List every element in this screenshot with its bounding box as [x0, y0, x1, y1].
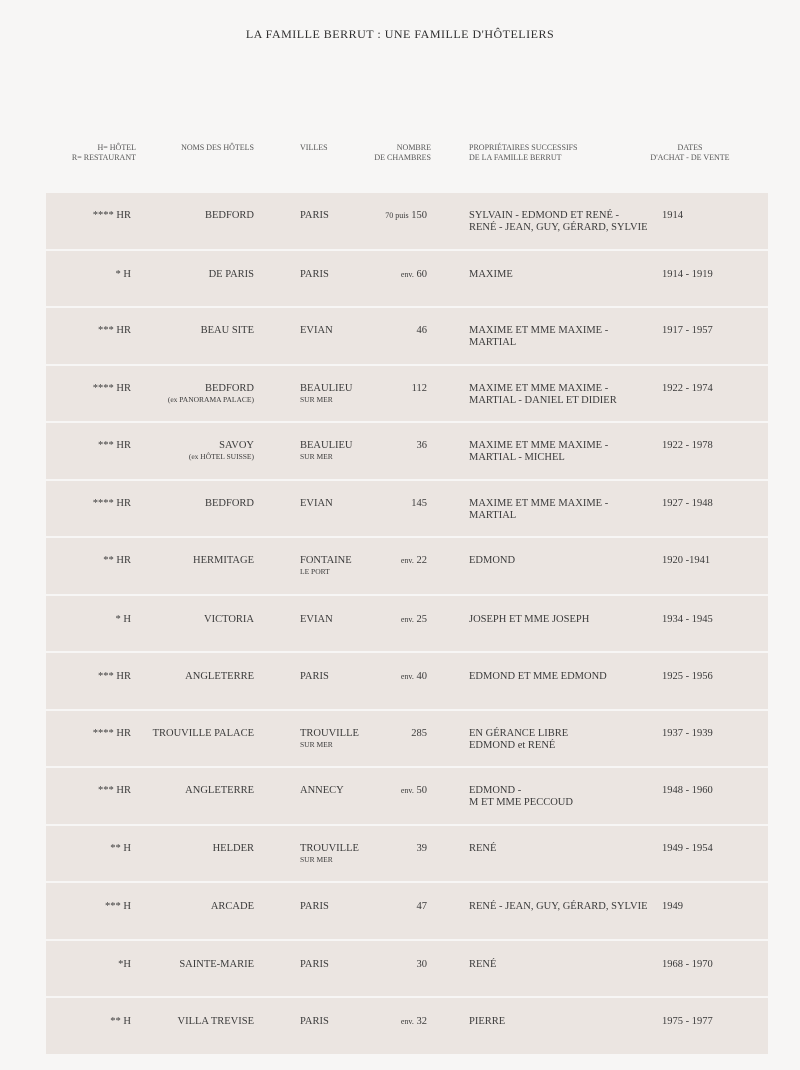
hotel-category: *** HR [98, 785, 131, 796]
hotel-name: ARCADE [210, 901, 254, 912]
header-dates-line1: DATES [677, 143, 703, 152]
hotel-category: *H [118, 958, 131, 970]
city-cell [300, 1016, 329, 1028]
dates-cell: 1917 - 1957 [662, 325, 713, 336]
rooms-count: 36 [416, 440, 427, 451]
rooms-cell [417, 901, 428, 913]
rooms-count: 22 [416, 555, 427, 566]
table-row [46, 596, 768, 652]
hotel-category: *** H [105, 901, 131, 912]
hotel-name: DE PARIS [208, 268, 254, 280]
dates-cell: 1925 - 1956 [662, 671, 713, 682]
city-cell [300, 269, 329, 281]
hotel-name-cell [213, 843, 254, 855]
owner-line: MARTIAL [469, 337, 517, 348]
header-hotel-name: NOMS DES HÔTELS [181, 143, 254, 152]
owner-line: PIERRE [469, 1016, 506, 1027]
hotel-name: HERMITAGE [193, 555, 254, 566]
rooms-prefix: 70 puis [385, 211, 409, 220]
city-name: EVIAN [300, 325, 333, 336]
rooms-cell [401, 614, 427, 626]
rooms-prefix: env. [400, 786, 414, 795]
rooms-cell [401, 1016, 427, 1028]
header-owners [469, 143, 578, 163]
table-row [46, 941, 768, 997]
hotel-category: **** HR [92, 210, 131, 221]
hotel-name-cell [209, 269, 254, 281]
hotel-name-cell [177, 1016, 254, 1028]
hotel-name: HELDER [212, 842, 254, 854]
header-rooms-line2: DE CHAMBRES [374, 153, 431, 162]
hotel-name-cell [205, 498, 254, 510]
hotel-name-cell [153, 728, 254, 740]
hotel-name: BEDFORD [204, 382, 254, 394]
hotel-name-cell [189, 440, 254, 462]
table-row [46, 366, 768, 422]
hotel-category: * H [115, 268, 131, 280]
owner-line: MAXIME ET MME MAXIME - [469, 497, 609, 509]
table-row [46, 423, 768, 479]
dates-cell: 1948 - 1960 [662, 785, 713, 796]
city-cell [300, 671, 329, 683]
header-dates [640, 143, 740, 163]
hotel-category: ** HR [103, 555, 131, 566]
rooms-cell [417, 440, 428, 452]
hotel-name-cell [204, 614, 254, 626]
table-row [46, 251, 768, 307]
header-city: VILLES [300, 143, 328, 152]
owner-line: RENÉ - JEAN, GUY, GÉRARD, SYLVIE [469, 901, 648, 912]
rooms-cell [401, 671, 427, 683]
rooms-prefix: env. [400, 614, 414, 624]
owners-cell [469, 785, 664, 809]
hotel-name: VILLA TREVISE [177, 1016, 254, 1027]
table-row [46, 308, 768, 364]
rooms-prefix: env. [400, 1017, 414, 1026]
rooms-cell [401, 555, 427, 567]
table-row [46, 538, 768, 594]
rooms-cell [412, 383, 427, 395]
hotel-name: BEDFORD [204, 210, 254, 221]
owner-line: MARTIAL - MICHEL [469, 452, 565, 463]
city-suffix: SUR MER [300, 452, 333, 461]
owners-cell [469, 210, 664, 234]
hotel-name: BEAU SITE [200, 325, 254, 336]
hotel-name: VICTORIA [204, 613, 254, 625]
city-cell [300, 498, 333, 510]
rooms-count: 47 [416, 901, 427, 912]
table-row [46, 193, 768, 249]
dates-cell: 1968 - 1970 [662, 958, 713, 970]
header-hotel-type-line2: R= RESTAURANT [71, 153, 136, 162]
city-cell [300, 843, 359, 865]
owners-cell [469, 498, 664, 522]
hotel-category: ** H [110, 1016, 131, 1027]
rooms-count: 112 [411, 382, 427, 394]
rooms-cell [417, 959, 428, 971]
owner-line: MAXIME [469, 268, 513, 280]
rooms-cell [417, 325, 428, 337]
city-cell [300, 959, 329, 971]
owner-line: MAXIME ET MME MAXIME - [469, 440, 609, 451]
rooms-prefix: env. [400, 672, 414, 681]
rooms-cell [411, 728, 427, 740]
city-cell [300, 555, 352, 577]
owners-cell [469, 843, 664, 855]
city-suffix: SUR MER [300, 739, 333, 749]
hotel-name-cell [179, 959, 254, 971]
table-row [46, 481, 768, 537]
owner-line: MAXIME ET MME MAXIME - [469, 382, 609, 394]
owner-line: MAXIME ET MME MAXIME - [469, 325, 609, 336]
dates-cell: 1934 - 1945 [662, 613, 713, 625]
hotel-category: *** HR [98, 671, 131, 682]
dates-cell: 1914 [662, 210, 683, 221]
owner-line: RENÉ [469, 958, 497, 970]
header-hotel-type [56, 143, 136, 163]
owners-cell [469, 555, 664, 567]
owner-line: EDMOND - [469, 785, 522, 796]
owners-cell [469, 671, 664, 683]
dates-cell: 1949 [662, 901, 683, 912]
rooms-count: 32 [416, 1016, 427, 1027]
city-cell [300, 383, 353, 405]
city-cell [300, 901, 329, 913]
header-rooms [350, 143, 431, 163]
header-dates-line2: D'ACHAT - DE VENTE [650, 153, 730, 162]
rooms-count: 30 [416, 958, 427, 970]
city-name: BEAULIEU [300, 440, 353, 451]
city-name: PARIS [300, 958, 329, 970]
header-owners-line2: DE LA FAMILLE BERRUT [469, 153, 562, 162]
city-name: ANNECY [300, 785, 344, 796]
city-name: EVIAN [300, 497, 333, 509]
city-cell [300, 614, 333, 626]
city-name: FONTAINE [300, 555, 352, 566]
hotel-table [46, 193, 768, 1054]
rooms-count: 150 [411, 210, 427, 221]
dates-cell: 1975 - 1977 [662, 1016, 713, 1027]
rooms-cell [385, 210, 427, 222]
dates-cell: 1922 - 1978 [662, 440, 713, 451]
owner-line: EDMOND et RENÉ [469, 739, 556, 751]
owner-line: SYLVAIN - EDMOND ET RENÉ - [469, 210, 620, 221]
table-row [46, 998, 768, 1054]
hotel-name-cell [205, 210, 254, 222]
owner-line: MARTIAL - DANIEL ET DIDIER [469, 394, 617, 406]
city-name: PARIS [300, 268, 329, 280]
owners-cell [469, 1016, 664, 1028]
city-suffix: SUR MER [300, 394, 333, 404]
city-cell [300, 325, 333, 337]
owners-cell [469, 383, 664, 407]
city-suffix: LE PORT [300, 567, 330, 576]
rooms-count: 60 [416, 268, 427, 280]
owner-line: MARTIAL [469, 509, 517, 521]
table-row [46, 768, 768, 824]
rooms-cell [401, 785, 427, 797]
dates-cell: 1922 - 1974 [662, 382, 713, 394]
city-suffix: SUR MER [300, 854, 333, 864]
owner-line: EDMOND ET MME EDMOND [469, 671, 607, 682]
dates-cell: 1949 - 1954 [662, 842, 713, 854]
rooms-cell [411, 498, 427, 510]
hotel-name: ANGLETERRE [185, 785, 254, 796]
city-cell [300, 785, 344, 797]
dates-cell: 1920 -1941 [662, 555, 711, 566]
dates-cell: 1914 - 1919 [662, 268, 713, 280]
hotel-name: SAVOY [219, 440, 254, 451]
header-hotel-type-line1: H= HÔTEL [97, 143, 136, 152]
owner-line: EN GÉRANCE LIBRE [469, 727, 569, 739]
rooms-count: 39 [416, 842, 427, 854]
rooms-count: 145 [411, 497, 427, 509]
rooms-count: 50 [416, 785, 427, 796]
table-row [46, 711, 768, 767]
hotel-name-cell [168, 383, 254, 405]
hotel-category: *** HR [98, 325, 131, 336]
hotel-name: ANGLETERRE [185, 671, 254, 682]
owners-cell [469, 440, 664, 464]
hotel-former-name: (ex HÔTEL SUISSE) [188, 452, 254, 461]
hotel-category: ** H [110, 842, 131, 854]
header-rooms-line1: NOMBRE [396, 143, 431, 152]
dates-cell: 1927 - 1948 [662, 497, 713, 509]
rooms-cell [401, 269, 427, 281]
city-name: PARIS [300, 210, 329, 221]
hotel-category: **** HR [92, 497, 131, 509]
city-cell [300, 210, 329, 222]
hotel-category: * H [115, 613, 131, 625]
table-row [46, 653, 768, 709]
owners-cell [469, 959, 664, 971]
owner-line: EDMOND [469, 555, 516, 566]
hotel-name: SAINTE-MARIE [179, 958, 254, 970]
owners-cell [469, 614, 664, 626]
page-title: LA FAMILLE BERRUT : UNE FAMILLE D'HÔTELIERS [245, 27, 555, 41]
rooms-count: 285 [411, 727, 427, 739]
city-name: TROUVILLE [300, 842, 359, 854]
owner-line: M ET MME PECCOUD [469, 797, 573, 808]
city-cell [300, 440, 353, 462]
rooms-cell [417, 843, 428, 855]
owners-cell [469, 325, 664, 349]
hotel-former-name: (ex PANORAMA PALACE) [167, 394, 254, 404]
city-cell [300, 728, 359, 750]
owners-cell [469, 269, 664, 281]
hotel-name: TROUVILLE PALACE [152, 727, 254, 739]
rooms-count: 40 [416, 671, 427, 682]
city-name: TROUVILLE [300, 727, 359, 739]
city-name: PARIS [300, 1016, 329, 1027]
rooms-prefix: env. [400, 269, 414, 279]
hotel-name-cell [185, 671, 254, 683]
city-name: PARIS [300, 671, 329, 682]
table-row [46, 883, 768, 939]
hotel-name-cell [201, 325, 254, 337]
hotel-category: **** HR [92, 727, 131, 739]
city-name: EVIAN [300, 613, 333, 625]
hotel-category: **** HR [92, 382, 131, 394]
city-name: PARIS [300, 901, 329, 912]
hotel-category: *** HR [98, 440, 131, 451]
owners-cell [469, 901, 664, 913]
rooms-count: 25 [416, 613, 427, 625]
rooms-count: 46 [416, 325, 427, 336]
hotel-name-cell [193, 555, 254, 567]
owner-line: RENÉ - JEAN, GUY, GÉRARD, SYLVIE [469, 222, 648, 233]
dates-cell: 1937 - 1939 [662, 727, 713, 739]
table-row [46, 826, 768, 882]
hotel-name: BEDFORD [204, 497, 254, 509]
header-owners-line1: PROPRIÉTAIRES SUCCESSIFS [469, 143, 578, 152]
hotel-name-cell [211, 901, 254, 913]
rooms-prefix: env. [400, 556, 414, 565]
owners-cell [469, 728, 664, 752]
owner-line: RENÉ [469, 842, 497, 854]
city-name: BEAULIEU [300, 382, 353, 394]
owner-line: JOSEPH ET MME JOSEPH [469, 613, 590, 625]
hotel-name-cell [185, 785, 254, 797]
